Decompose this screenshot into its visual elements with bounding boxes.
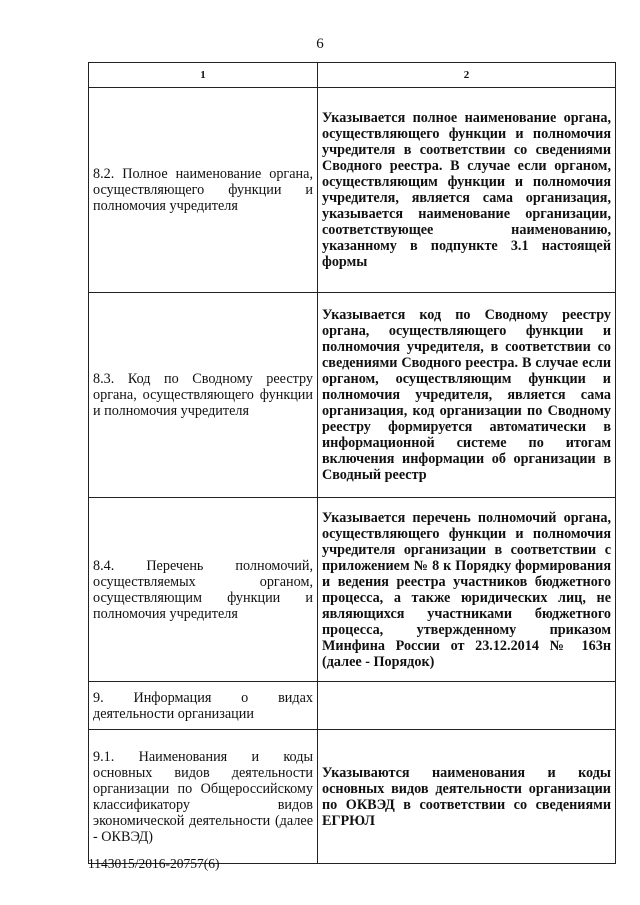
empty-cell [318, 682, 616, 730]
table-row [89, 498, 616, 682]
field-name-cell: 8.4. Перечень полномочий, осуществляемых органом, осуществляющим функции и полномочия учредителя [89, 498, 318, 682]
field-description-cell: Указывается перечень полномочий органа, осуществляющего функции и полномочия учредителя организации в соответствии с приложением № 8 к Порядку формирования и ведения реестра участников бюджетного процесса, а также юридических лиц, не являющихся участниками бюджетного процесса, утвержденному приказом Минфина России от 23.12.2014 № 163н (далее - Порядок) [318, 498, 616, 682]
page-number: 6 [316, 36, 324, 52]
table-row [89, 88, 616, 293]
table-row [89, 730, 616, 864]
field-description-cell: Указываются наименования и коды основных видов деятельности организации по ОКВЭД в соответствии со сведениями ЕГРЮЛ [318, 730, 616, 864]
field-name-cell: 8.3. Код по Сводному реестру органа, осуществляющего функции и полномочия учредителя [89, 293, 318, 498]
field-name-cell: 8.2. Полное наименование органа, осуществляющего функции и полномочия учредителя [89, 88, 318, 293]
column-header-1: 1 [89, 63, 318, 88]
header-row [89, 63, 616, 88]
column-header-2: 2 [318, 63, 616, 88]
field-description-cell: Указывается код по Сводному реестру органа, осуществляющего функции и полномочия учредителя, в соответствии со сведениями Сводного реестра. В случае если органом, осуществляющим функции и полномочия учредителя, является сама организация, код организации по Сводному реестру формируется автоматически в информационной системе по итогам включения информации об организации в Сводный реестр [318, 293, 616, 498]
form-table [88, 62, 616, 864]
field-description-cell: Указывается полное наименование органа, осуществляющего функции и полномочия учредителя в соответствии со сведениями Сводного реестра. В случае если органом, осуществляющим функции и полномочия учредителя, является сама организация, указывается наименование организации, соответствующее наименованию, указанному в подпункте 3.1 настоящей формы [318, 88, 616, 293]
section-heading-cell: 9. Информация о видах деятельности организации [89, 682, 318, 730]
field-name-cell: 9.1. Наименования и коды основных видов деятельности организации по Общероссийскому классификатору видов экономической деятельности (далее - ОКВЭД) [89, 730, 318, 864]
document-id: 1143015/2016-20757(6) [88, 856, 220, 871]
table-row [89, 682, 616, 730]
table-row [89, 293, 616, 498]
